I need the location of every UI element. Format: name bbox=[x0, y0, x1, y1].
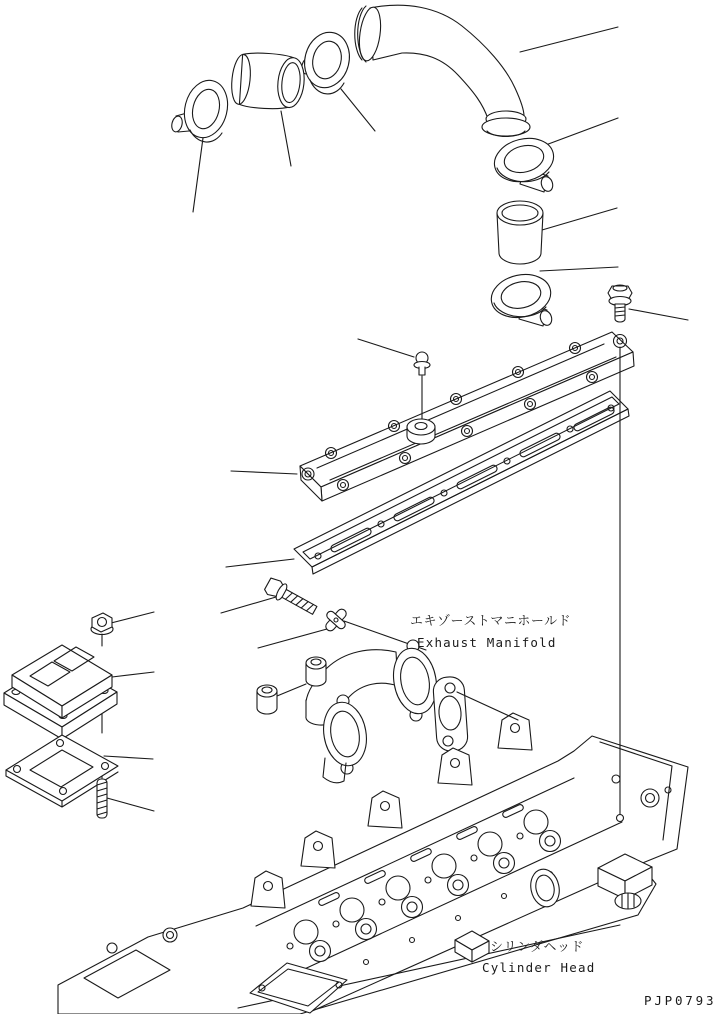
cylinder-head-label-en: Cylinder Head bbox=[482, 960, 596, 975]
flange-bolt-right bbox=[608, 285, 632, 322]
hose-sleeve-1 bbox=[229, 50, 306, 113]
exhaust-manifold bbox=[257, 640, 441, 783]
hose-sleeve-2 bbox=[497, 201, 543, 264]
hose-clamp-3 bbox=[490, 132, 558, 192]
drawing-code: PJP0793 bbox=[644, 993, 717, 1008]
manifold-boss-2 bbox=[306, 657, 326, 686]
stud-bolt bbox=[97, 779, 107, 818]
hose-clamp-4 bbox=[487, 269, 554, 327]
hose-clamp-1 bbox=[170, 76, 233, 142]
exhaust-manifold-label-en: Exhaust Manifold bbox=[417, 635, 557, 650]
cover-screw-and-grommet bbox=[407, 352, 435, 444]
cross-stud bbox=[324, 607, 348, 632]
air-connector-tube bbox=[355, 5, 530, 136]
exhaust-manifold-label-ja: エキゾーストマニホールド bbox=[410, 614, 572, 629]
cylinder-head-label-ja: シリンダヘッド bbox=[490, 940, 584, 955]
manifold-gasket bbox=[432, 676, 468, 752]
flange-bolt-left bbox=[263, 576, 319, 618]
manifold-boss-1 bbox=[257, 685, 277, 714]
connector-block bbox=[4, 645, 117, 739]
hose-clamp-2 bbox=[299, 28, 355, 94]
